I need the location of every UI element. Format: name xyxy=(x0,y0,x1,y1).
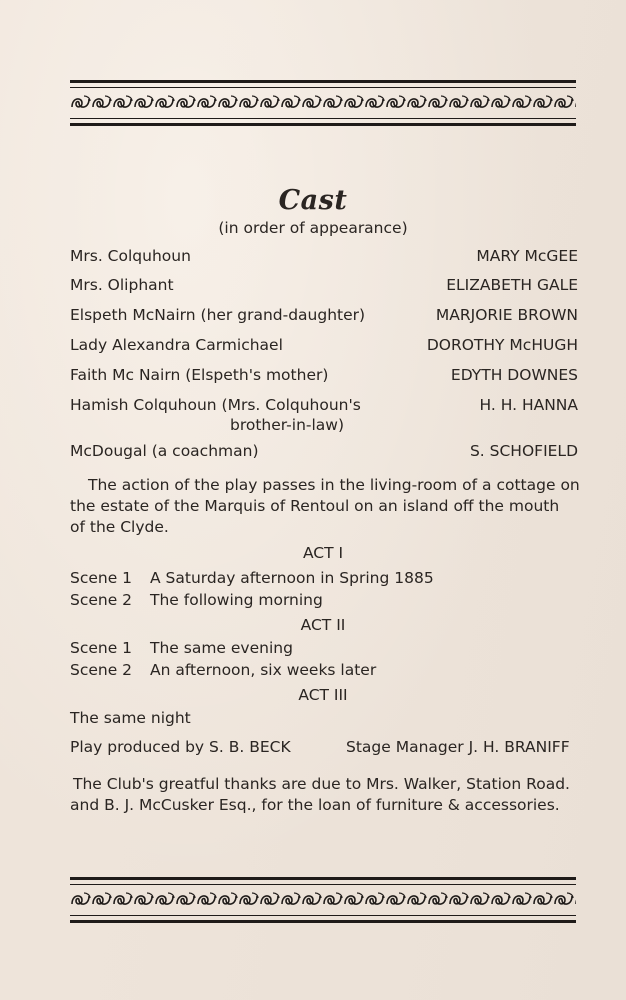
scene-description: The same night xyxy=(70,709,191,727)
scene-line xyxy=(70,709,191,727)
setting-line: the estate of the Marquis of Rentoul on an island off the mouth xyxy=(70,497,560,515)
scene-line xyxy=(70,661,376,679)
cast-actor: ELIZABETH GALE xyxy=(446,276,578,294)
cast-role: Elspeth McNairn (her grand-daughter) xyxy=(70,306,366,324)
cast-actor: MARJORIE BROWN xyxy=(435,306,578,324)
scene-line xyxy=(70,569,434,587)
scene-description: The following morning xyxy=(150,591,323,609)
scene-label: Scene 2 xyxy=(70,591,133,609)
cast-role: Mrs. Oliphant xyxy=(70,276,174,294)
bottom-ornament-border-icon xyxy=(70,877,576,925)
scene-label: Scene 2 xyxy=(70,661,133,679)
cast-actor: EDYTH DOWNES xyxy=(450,366,578,384)
thanks-line: and B. J. McCusker Esq., for the loan of furniture & accessories. xyxy=(70,796,560,814)
scene-description: A Saturday afternoon in Spring 1885 xyxy=(150,569,434,587)
setting-line: of the Clyde. xyxy=(70,518,169,536)
scene-description: An afternoon, six weeks later xyxy=(150,661,377,679)
cast-actor: DOROTHY McHUGH xyxy=(426,336,578,354)
top-ornament-border-icon xyxy=(70,80,576,128)
cast-title: Cast xyxy=(278,185,348,216)
scene-description: The same evening xyxy=(150,639,293,657)
producer-credit: Play produced by S. B. BECK xyxy=(70,738,291,756)
scene-line xyxy=(70,591,323,609)
thanks-line: The Club's greatful thanks are due to Mrs. Walker, Station Road. xyxy=(73,775,570,793)
act-heading: ACT II xyxy=(300,616,346,634)
act-heading: ACT III xyxy=(298,686,348,704)
cast-role: Faith Mc Nairn (Elspeth's mother) xyxy=(70,366,329,384)
cast-role-continuation: brother-in-law) xyxy=(230,416,345,434)
cast-subtitle: (in order of appearance) xyxy=(218,219,408,237)
cast-actor: S. SCHOFIELD xyxy=(469,442,578,460)
cast-role: Mrs. Colquhoun xyxy=(70,247,191,265)
act-heading: ACT I xyxy=(302,544,344,562)
stage-manager-credit: Stage Manager J. H. BRANIFF xyxy=(346,738,570,756)
setting-line: The action of the play passes in the living-room of a cottage on xyxy=(88,476,580,494)
scene-label: Scene 1 xyxy=(70,569,133,587)
scene-line xyxy=(70,639,293,657)
cast-actor: H. H. HANNA xyxy=(479,396,578,414)
scroll-pattern-icon xyxy=(70,93,576,113)
cast-role: McDougal (a coachman) xyxy=(70,442,259,460)
cast-actor: MARY McGEE xyxy=(476,247,578,265)
scroll-pattern-icon xyxy=(70,890,576,910)
cast-role: Hamish Colquhoun (Mrs. Colquhoun's xyxy=(70,396,361,414)
scene-label: Scene 1 xyxy=(70,639,133,657)
cast-role: Lady Alexandra Carmichael xyxy=(70,336,283,354)
